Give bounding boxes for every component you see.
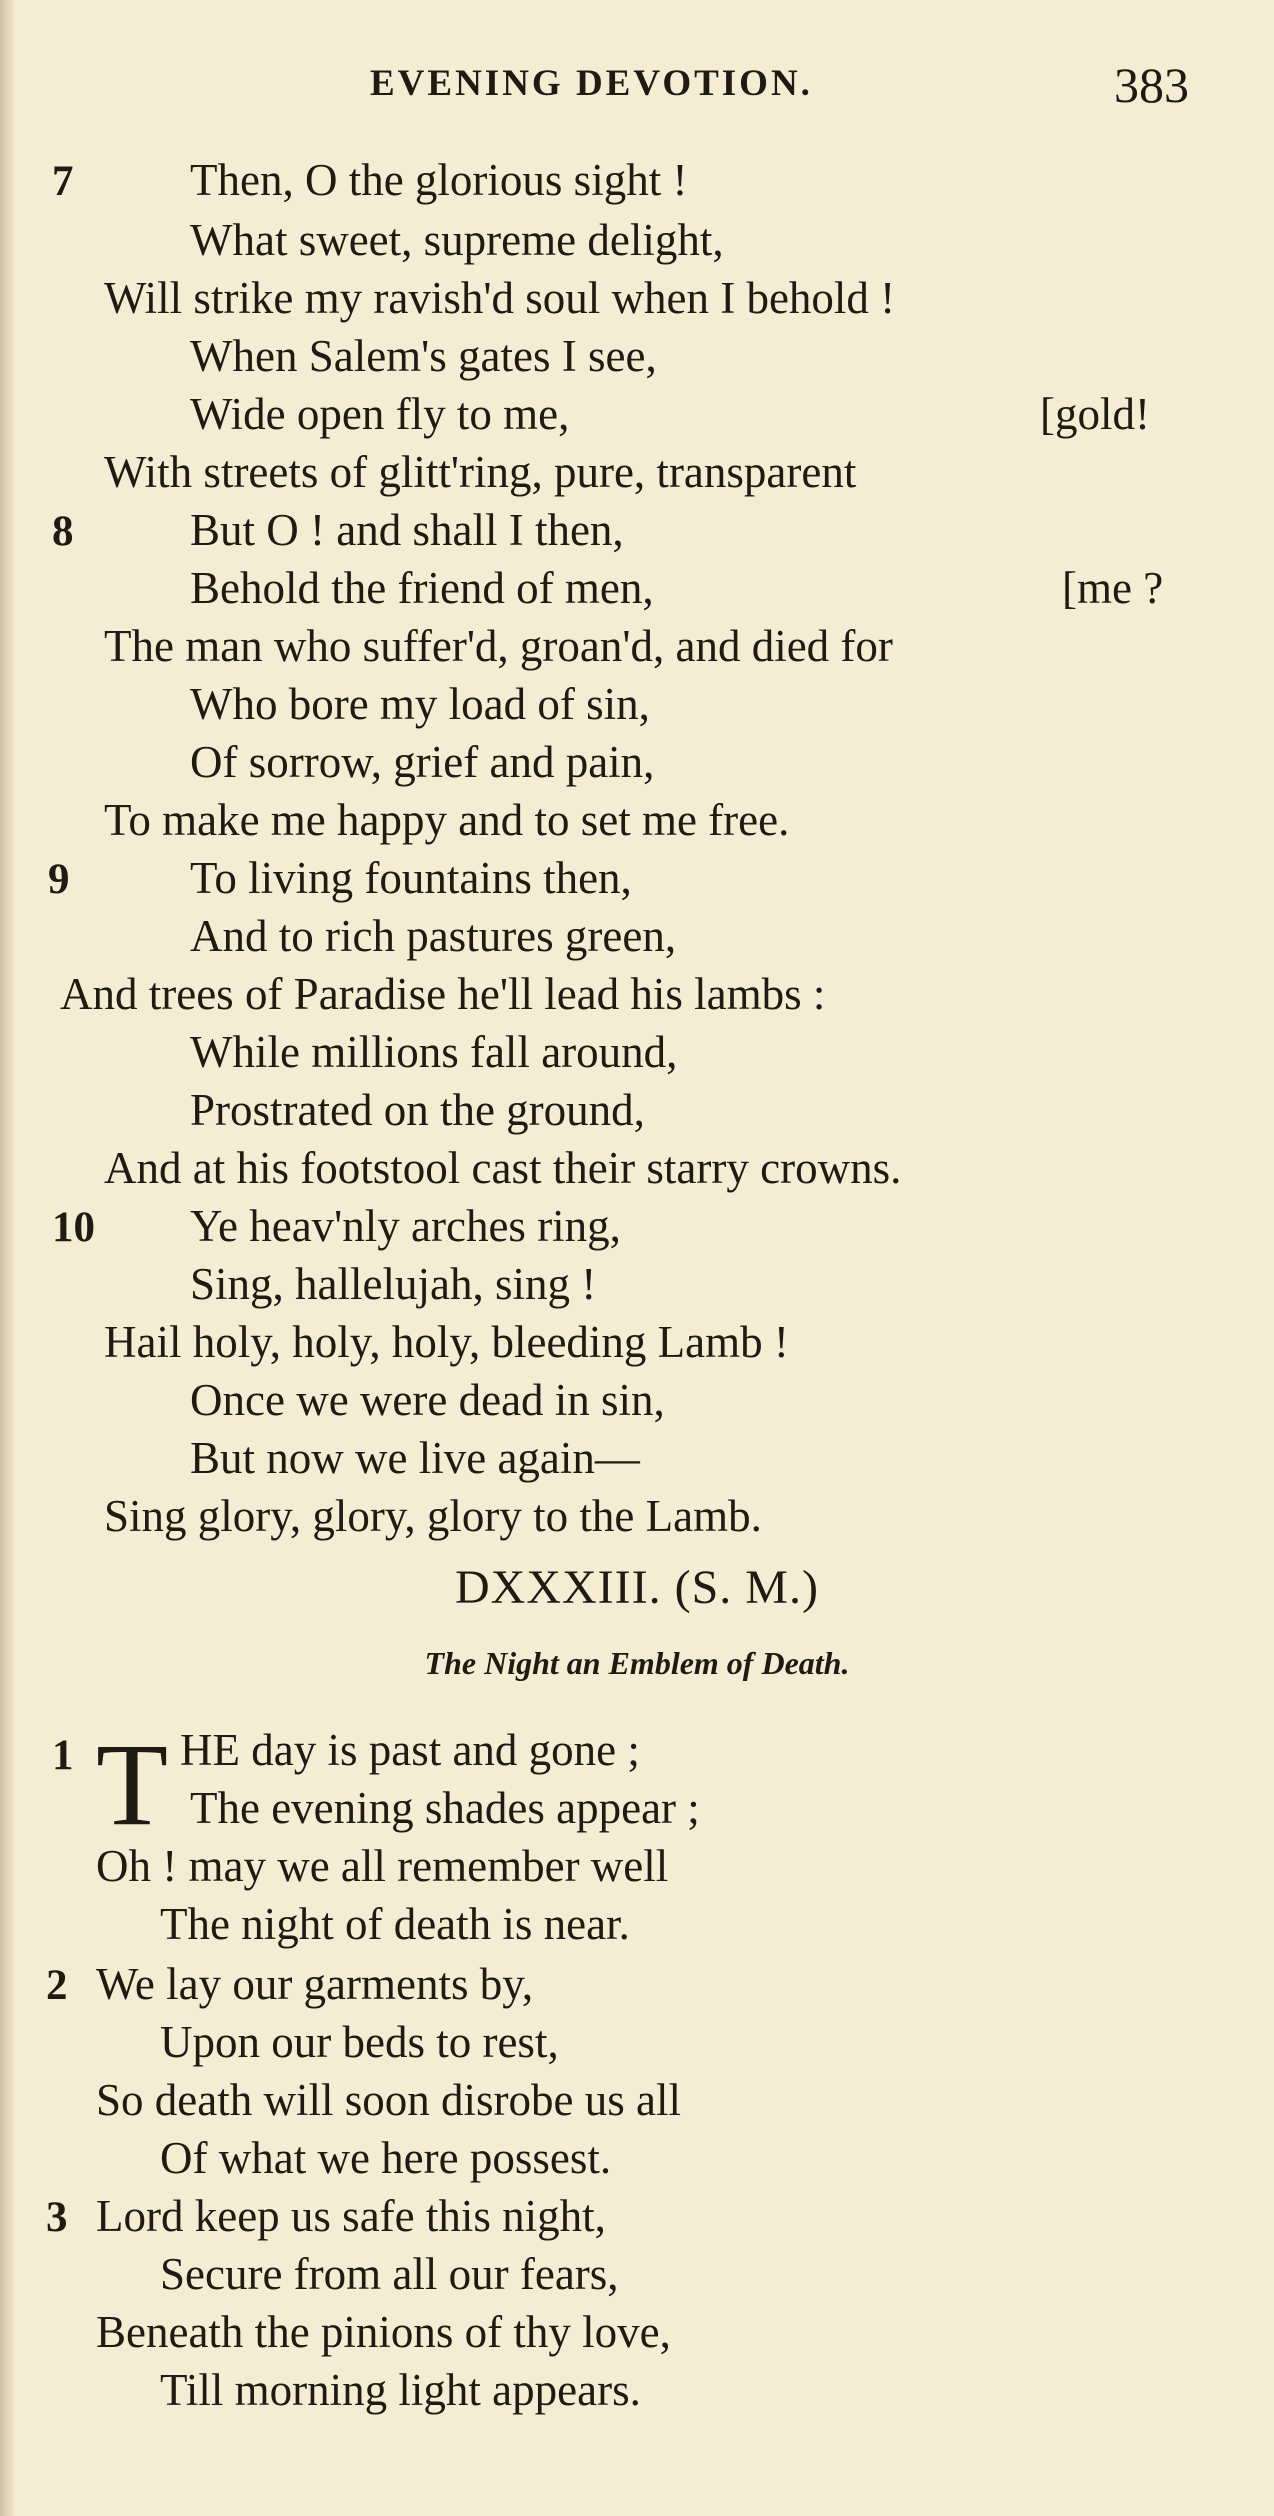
verse-line: Secure from all our fears, <box>160 2249 619 2299</box>
turnover-word: [me ? <box>1062 563 1164 613</box>
verse-line: Then, O the glorious sight ! <box>190 155 688 205</box>
verse-line: Behold the friend of men, <box>190 563 654 613</box>
verse-line: Who bore my load of sin, <box>190 679 650 729</box>
verse-line: Oh ! may we all remember well <box>96 1841 669 1891</box>
verse-line: And at his footstool cast their starry crowns. <box>104 1143 902 1193</box>
verse-line: So death will soon disrobe us all <box>96 2075 681 2125</box>
turnover-word: [gold! <box>1040 389 1150 439</box>
verse-line: Will strike my ravish'd soul when I behold ! <box>104 273 896 323</box>
verse-line: To living fountains then, <box>190 853 632 903</box>
verse-line: Upon our beds to rest, <box>160 2017 559 2067</box>
verse-line: And trees of Paradise he'll lead his lambs : <box>60 969 826 1019</box>
verse-line: Sing, hallelujah, sing ! <box>190 1259 597 1309</box>
stanza-number: 7 <box>52 158 74 205</box>
verse-line: While millions fall around, <box>190 1027 678 1077</box>
verse-line: With streets of glitt'ring, pure, transparent <box>104 447 857 497</box>
verse-line: Till morning light appears. <box>160 2365 641 2415</box>
running-head: EVENING DEVOTION. <box>370 63 813 104</box>
verse-line: Ye heav'nly arches ring, <box>190 1201 621 1251</box>
verse-line: Wide open fly to me, <box>190 389 570 439</box>
stanza-number: 9 <box>48 856 70 903</box>
verse-line: We lay our garments by, <box>96 1959 534 2009</box>
drop-cap: T <box>96 1719 169 1850</box>
verse-line: When Salem's gates I see, <box>190 331 657 381</box>
page-number: 383 <box>1114 57 1189 113</box>
verse-line: Prostrated on the ground, <box>190 1085 645 1135</box>
stanza-number: 10 <box>52 1204 95 1251</box>
verse-line: Beneath the pinions of thy love, <box>96 2307 671 2357</box>
verse-line: HE day is past and gone ; <box>180 1725 640 1775</box>
stanza-number: 2 <box>46 1962 68 2009</box>
verse-line: And to rich pastures green, <box>190 911 677 961</box>
verse-line: The man who suffer'd, groan'd, and died for <box>104 621 893 671</box>
hymn-number: DXXXIII. (S. M.) <box>455 1561 819 1614</box>
hymn-title: The Night an Emblem of Death. <box>424 1645 850 1681</box>
verse-line: Once we were dead in sin, <box>190 1375 665 1425</box>
page-edge-shadow <box>0 0 14 2516</box>
verse-line: Of sorrow, grief and pain, <box>190 737 655 787</box>
verse-line: The night of death is near. <box>160 1899 630 1949</box>
verse-line: Of what we here possest. <box>160 2133 612 2183</box>
verse-line: But now we live again— <box>190 1433 640 1483</box>
verse-line: Sing glory, glory, glory to the Lamb. <box>104 1491 762 1541</box>
stanza-number: 3 <box>46 2194 68 2241</box>
verse-line: To make me happy and to set me free. <box>104 795 790 845</box>
stanza-number: 1 <box>52 1732 74 1779</box>
stanza-number: 8 <box>52 508 74 555</box>
verse-line: What sweet, supreme delight, <box>190 215 724 265</box>
verse-line: Lord keep us safe this night, <box>96 2191 606 2241</box>
verse-line: The evening shades appear ; <box>190 1783 700 1833</box>
verse-line: Hail holy, holy, holy, bleeding Lamb ! <box>104 1317 789 1367</box>
verse-line: But O ! and shall I then, <box>190 505 624 555</box>
